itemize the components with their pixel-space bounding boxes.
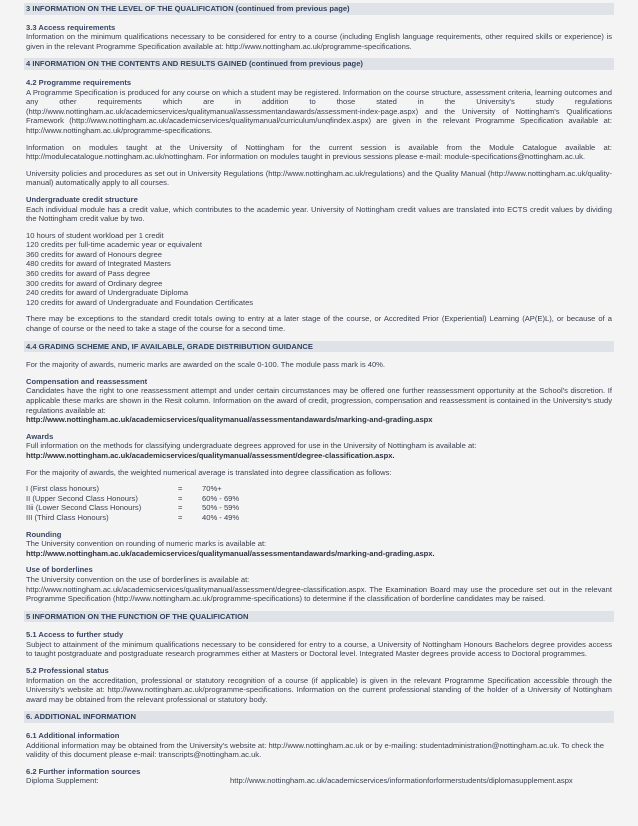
table-row bbox=[26, 494, 239, 504]
professional-status-text: Information on the accreditation, professional or statutory recognition of a course (if applicable) is given in the relevant Programme Specification accessible through the University's website at: http://www.nottingham.ac.uk/programme-specifications. Information on the current professional standing of the holder of a University of Nottingham award may be obtained from the relevant professional or statutory body. bbox=[26, 675, 612, 704]
table-row bbox=[26, 513, 239, 523]
rounding-text: The University convention on rounding of numeric marks is available at: bbox=[26, 539, 267, 549]
table-row bbox=[26, 484, 239, 494]
credit-line: 480 credits for award of Integrated Masters bbox=[26, 259, 171, 269]
section-5-heading: 5 INFORMATION ON THE FUNCTION OF THE QUALIFICATION bbox=[24, 611, 614, 623]
grading-heading: 4.4 GRADING SCHEME AND, IF AVAILABLE, GRADE DISTRIBUTION GUIDANCE bbox=[24, 341, 614, 353]
awards-title: Awards bbox=[26, 431, 54, 441]
class-name: IIii (Lower Second Class Honours) bbox=[26, 503, 142, 513]
borderlines-procedure-text: http://www.nottingham.ac.uk/academicservices/qualitymanual/assessment/degree-classification.aspx. The Examination Board may use the procedure set out in the relevant Programme Specification (http://www.nottingham.ac.uk/programme-specifications) to determine if the classification of borderline candidates may be raised. bbox=[26, 584, 612, 604]
further-study bbox=[26, 630, 612, 659]
class-range: 70%+ bbox=[202, 484, 222, 494]
awards-link[interactable]: http://www.nottingham.ac.uk/academicservices/qualitymanual/assessment/degree-classification.aspx. bbox=[26, 450, 395, 460]
class-name: I (First class honours) bbox=[26, 484, 100, 494]
class-range: 40% - 49% bbox=[202, 512, 240, 522]
table-row bbox=[26, 503, 239, 513]
professional-status bbox=[26, 666, 612, 704]
grading-intro: For the majority of awards, numeric marks are awarded on the scale 0-100. The module pass mark is 40%. bbox=[26, 360, 386, 370]
module-information-text: Information on modules taught at the University of Nottingham for the current session is available from the Module Catalogue available at: http://modulecatalogue.nottingham.ac.uk/nottingham. For information on modules taught in previous sessions please e-mail: module-specifications@nottingham.ac.uk. bbox=[26, 142, 612, 162]
class-range: 60% - 69% bbox=[202, 493, 240, 503]
awards-block bbox=[26, 432, 612, 461]
section-3-heading: 3 INFORMATION ON THE LEVEL OF THE QUALIFICATION (continued from previous page) bbox=[24, 3, 614, 15]
section-4-heading: 4 INFORMATION ON THE CONTENTS AND RESULTS GAINED (continued from previous page) bbox=[24, 58, 614, 70]
diploma-supplement-row bbox=[26, 776, 612, 786]
class-equals: = bbox=[178, 493, 183, 503]
class-equals: = bbox=[178, 512, 183, 522]
borderlines-block bbox=[26, 565, 612, 603]
access-requirements-title: 3.3 Access requirements bbox=[26, 22, 116, 32]
further-study-title: 5.1 Access to further study bbox=[26, 630, 124, 640]
additional-information-title: 6.1 Additional information bbox=[26, 731, 120, 741]
credit-list bbox=[26, 231, 612, 308]
credit-line: 120 credits per full-time academic year or equivalent bbox=[26, 240, 203, 250]
credit-exceptions-text: There may be exceptions to the standard credit totals owing to entry at a later stage of the course, or Accredited Prior (Experiential) Learning (AP(E)L), or because of a change of course or the need to take a stage of the course for a second time. bbox=[26, 314, 612, 334]
programme-requirements-text: A Programme Specification is produced for any course on which a student may be registered. Information on the course structure, assessment criteria, learning outcomes and any other requirements which are in addition to those stated in the University's study regulations (http://www.nottingham.ac.uk/academicservices/qualitymanual/assessmentandawards/assessment-index-page.aspx) and the University of Nottingham's Qualifications Framework (http://www.nottingham.ac.uk/academicservices/qualitymanual/curriculum/unqfindex.aspx) are given in the relevant Programme Specification available at: http://www.nottingham.ac.uk/programme-specifications. bbox=[26, 87, 612, 135]
credit-line: 300 credits for award of Ordinary degree bbox=[26, 278, 163, 288]
awards-text: Full information on the methods for classifying undergraduate degrees approved for use in the University of Nottingham is available at: bbox=[26, 441, 477, 451]
compensation-title: Compensation and reassessment bbox=[26, 376, 148, 386]
university-policies-text: University policies and procedures as set out in University Regulations (http://www.nottingham.ac.uk/regulations) and the Quality Manual (http://www.nottingham.ac.uk/quality-manual) automatically apply to all courses. bbox=[26, 168, 612, 188]
compensation-text: Candidates have the right to one reassessment attempt and under certain circumstances may be offered one further reassessment opportunity at the School's discretion. If applicable these marks are shown in the Resit column. Information on the award of credit, progression, compensation and reassessment is contained in the University's study regulations available at: bbox=[26, 386, 612, 415]
credit-line: 360 credits for award of Honours degree bbox=[26, 249, 162, 259]
borderlines-text: The University convention on the use of borderlines is available at: bbox=[26, 574, 250, 584]
professional-status-title: 5.2 Professional status bbox=[26, 666, 109, 676]
borderlines-title: Use of borderlines bbox=[26, 565, 93, 575]
weighted-average-intro: For the majority of awards, the weighted numerical average is translated into degree classification as follows: bbox=[26, 467, 392, 477]
compensation-link[interactable]: http://www.nottingham.ac.uk/academicservices/qualitymanual/assessmentandawards/marking-and-grading.aspx bbox=[26, 415, 433, 425]
class-range: 50% - 59% bbox=[202, 503, 240, 513]
further-study-text: Subject to attainment of the minimum qualifications necessary to be considered for entry to a course, a University of Nottingham Honours Bachelors degree provides access to taught postgraduate and postgraduate research programmes either at Masters or Doctoral level. Integrated Master degrees provide access to Doctoral programmes. bbox=[26, 639, 612, 659]
rounding-title: Rounding bbox=[26, 529, 62, 539]
rounding-link[interactable]: http://www.nottingham.ac.uk/academicservices/qualitymanual/assessmentandawards/marking-and-grading.aspx. bbox=[26, 548, 435, 558]
credit-line: 360 credits for award of Pass degree bbox=[26, 269, 151, 279]
programme-requirements bbox=[26, 78, 612, 136]
diploma-supplement-label: Diploma Supplement: bbox=[26, 776, 99, 786]
credit-structure-title: Undergraduate credit structure bbox=[26, 194, 138, 204]
credit-line: 240 credits for award of Undergraduate Diploma bbox=[26, 288, 189, 298]
class-equals: = bbox=[178, 484, 183, 494]
diploma-supplement-link[interactable]: http://www.nottingham.ac.uk/academicservices/informationforformerstudents/diplomasupplement.aspx bbox=[230, 776, 573, 786]
credit-structure bbox=[26, 195, 612, 224]
access-requirements-text: Information on the minimum qualifications necessary to be considered for entry to a course (including English language requirements, other required skills or experience) is given in the relevant Programme Specification available at: http://www.nottingham.ac.uk/programme-specifications. bbox=[26, 32, 612, 51]
credit-line: 120 credits for award of Undergraduate and Foundation Certificates bbox=[26, 297, 254, 307]
rounding-block bbox=[26, 530, 612, 559]
class-name: II (Upper Second Class Honours) bbox=[26, 493, 138, 503]
credit-line: 10 hours of student workload per 1 credit bbox=[26, 230, 164, 240]
section-6-heading: 6. ADDITIONAL INFORMATION bbox=[24, 711, 614, 723]
additional-information bbox=[26, 731, 612, 760]
degree-classification-table bbox=[26, 484, 239, 522]
further-sources bbox=[26, 767, 612, 786]
class-name: III (Third Class Honours) bbox=[26, 512, 109, 522]
compensation-block bbox=[26, 377, 612, 425]
access-requirements bbox=[26, 23, 612, 52]
class-equals: = bbox=[178, 503, 183, 513]
additional-information-text: Additional information may be obtained from the University's website at: http://www.nottingham.ac.uk or by e-mailing: studentadministration@nottingham.ac.uk. To check the validity of this document please e-mail: transcripts@nottingham.ac.uk. bbox=[26, 740, 604, 760]
further-sources-title: 6.2 Further information sources bbox=[26, 766, 141, 776]
programme-requirements-title: 4.2 Programme requirements bbox=[26, 77, 132, 87]
credit-structure-text: Each individual module has a credit value, which contributes to the academic year. University of Nottingham credit values are translated into ECTS credit values by dividing the Nottingham credit value by two. bbox=[26, 204, 612, 224]
